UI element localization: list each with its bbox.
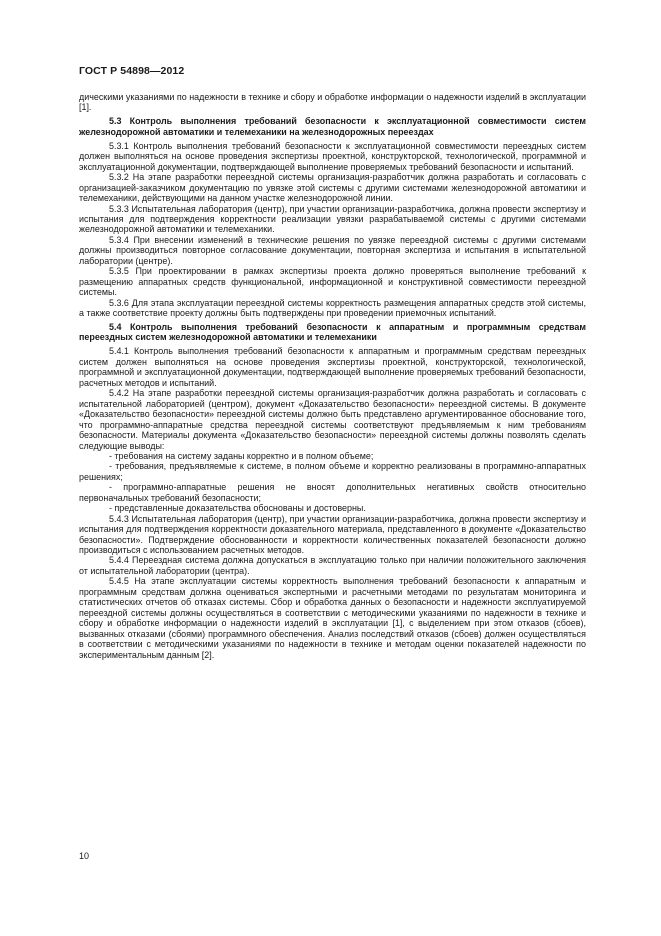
body-paragraph: дическими указаниями по надежности в технике и сбору и обработке информации о надежности изделий в эксплуатации [1]. <box>79 92 586 113</box>
body-paragraph: - программно-аппаратные решения не вносят дополнительных негативных свойств относительно первоначальных требований безопасности; <box>79 482 586 503</box>
body-paragraph: 5.3.4 При внесении изменений в технические решения по увязке переездной системы с другими системами должны производиться повторное согласование документации, повторная экспертиза и испытания в испытательной лаборатории (центре). <box>79 234 586 266</box>
document-body <box>79 92 586 660</box>
body-paragraph: 5.4.2 На этапе разработки переездной системы организация-разработчик должна разработать и согласовать с испытательной лабораторией (центром), документ «Доказательство безопасности» переездной системы. В документе «Доказательство безопасности» переездной системы должно быть представлено аргументированное обоснование того, что программно-аппаратные средства переездной системы соответствуют предъявляемым к ним требованиям безопасности. Материалы документа «Доказательство безопасности» переездной системы должны позволять сделать следующие выводы: <box>79 388 586 451</box>
body-paragraph: 5.3.5 При проектировании в рамках экспертизы проекта должно проверяться выполнение требований к размещению аппаратных средств функциональной, информационной и конструктивной совместимости переездной системы. <box>79 266 586 298</box>
page-number: 10 <box>79 851 90 861</box>
document-header: ГОСТ Р 54898—2012 <box>79 65 185 77</box>
body-paragraph: - требования на систему заданы корректно и в полном объеме; <box>109 450 374 461</box>
body-paragraph: 5.4.3 Испытательная лаборатория (центр), при участии организации-разработчика, должна провести экспертизу и испытания для подтверждения корректности доказательного материала, представленного в документе «Доказательство безопасности». Подтверждение обоснованности и корректности количественных показателей безопасности должно производиться с использованием расчетных методов. <box>79 513 586 556</box>
body-paragraph: 5.3.6 Для этапа эксплуатации переездной системы корректность размещения аппаратных средств этой системы, а также соответствие проекту должны быть подтверждены при проведении приемочных испытаний. <box>79 297 586 319</box>
body-paragraph: - требования, предъявляемые к системе, в полном объеме и корректно реализованы в программно-аппаратных решениях; <box>79 461 586 482</box>
body-paragraph: 5.4.1 Контроль выполнения требований безопасности к аппаратным и программным средствам переездных систем должен выполняться на основе проведения экспертизы проектной, конструкторской, технологической, программной и эксплуатационной документации, подтверждающей выполнение проверяемых требований безопасности, расчетных методов и испытаний. <box>79 346 586 388</box>
body-paragraph: 5.3.1 Контроль выполнения требований безопасности к эксплуатационной совместимости переездных систем должен выполняться на основе проведения экспертизы проектной, конструкторской, технологической, программной и эксплуатационной документации, подтверждающей выполнение проверяемых требований безопасности и испытаний. <box>79 140 586 172</box>
body-paragraph: 5.3.2 На этапе разработки переездной системы организация-разработчик должна разработать и согласовать с организацией-заказчиком документацию по увязке этой системы с другими системами железнодорожной автоматики и телемеханики, действующими на данном участке железнодорожной линии. <box>79 172 586 204</box>
body-paragraph: 5.4.5 На этапе эксплуатации системы корректность выполнения требований безопасности к аппаратным и программным средствам должна оцениваться экспертными и расчетными методами по результатам мониторинга и статистических отчетов об отказах системы. Сбор и обработка данных о безопасности и надежности эксплуатируемой переездной системы должны осуществляться в соответствии с методическими указаниями по надежности в технике и сбору и обработке информации о надежности изделий в эксплуатации [1], с выделением при этом отказов (сбоев), вызванных отказами (сбоями) программного обеспечения. Анализ последствий отказов (сбоев) должен осуществляться в соответствии с методическими указаниями по надежности в технике и методам оценки показателей надежности по экспериментальным данным [2]. <box>79 576 586 660</box>
section-heading: 5.4 Контроль выполнения требований безопасности к аппаратным и программным средствам переездных систем железнодорожной автоматики и телемеханики <box>79 322 586 343</box>
body-paragraph: - представленные доказательства обоснованы и достоверны. <box>109 503 366 514</box>
body-paragraph: 5.4.4 Переездная система должна допускаться в эксплуатацию только при наличии положительного заключения от испытательной лаборатории (центра). <box>79 555 586 576</box>
body-paragraph: 5.3.3 Испытательная лаборатория (центр), при участии организации-разработчика, должна провести экспертизу и испытания для подтверждения корректности реализации увязки разрабатываемой системы с другими системами железнодорожной автоматики и телемеханики. <box>79 203 586 235</box>
section-heading: 5.3 Контроль выполнения требований безопасности к эксплуатационной совместимости систем железнодорожной автоматики и телемеханики на железнодорожных переездах <box>79 116 586 137</box>
